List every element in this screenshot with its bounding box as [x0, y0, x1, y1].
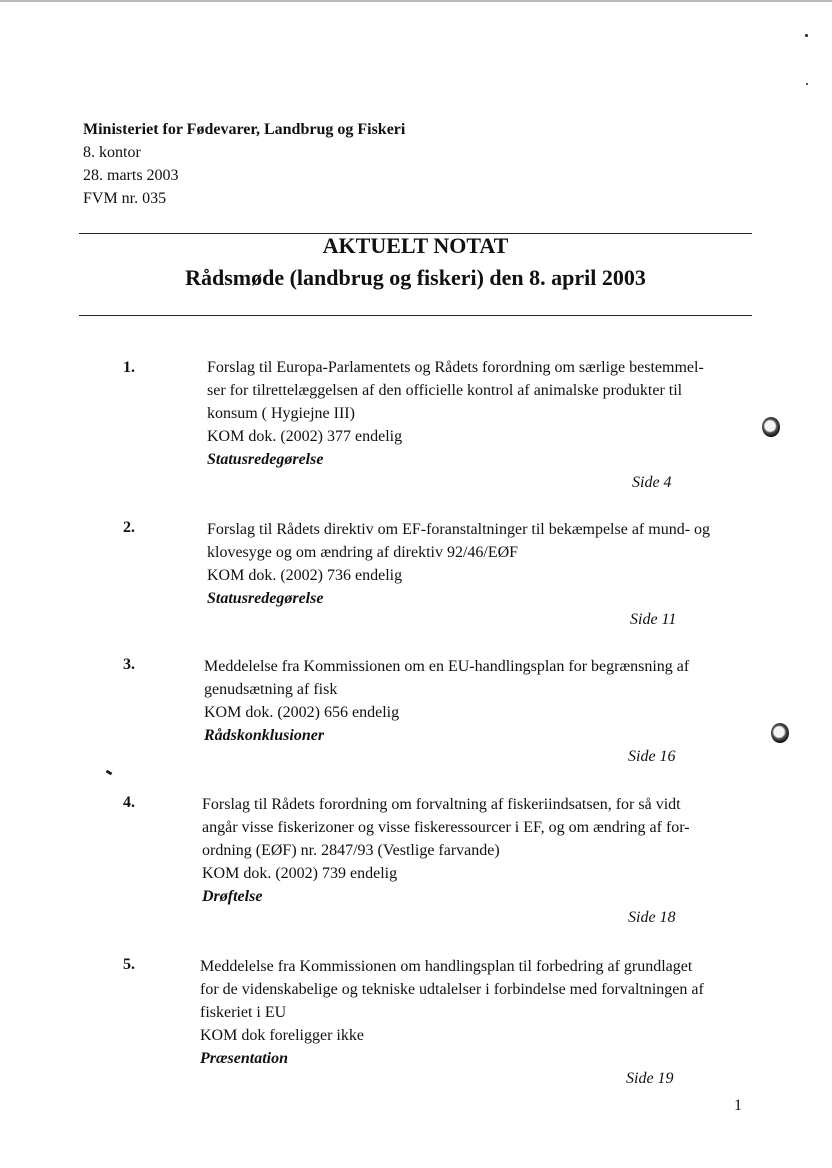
scan-edge [0, 0, 832, 2]
item-line: Meddelelse fra Kommissionen om en EU-handlingsplan for begrænsning af [204, 658, 690, 675]
item-line: ordning (EØF) nr. 2847/93 (Vestlige farvande) [202, 842, 500, 859]
item-body [207, 356, 747, 471]
item-line: angår visse fiskerizoner og visse fiskeressourcer i EF, og om ændring af for- [202, 819, 690, 836]
document-title: AKTUELT NOTAT [322, 233, 509, 258]
item-line: klovesyge og om ændring af direktiv 92/46/EØF [207, 544, 519, 561]
item-body [200, 955, 740, 1070]
item-line: ser for tilrettelæggelsen af den officielle kontrol af animalske produkter til [207, 382, 683, 399]
item-line: Forslag til Europa-Parlamentets og Rådets forordning om særlige bestemmel- [207, 359, 704, 376]
punch-hole-icon [771, 723, 789, 743]
item-type: Drøftelse [202, 888, 263, 905]
item-line: Meddelelse fra Kommissionen om handlingsplan til forbedring af grundlaget [200, 958, 693, 975]
item-type: Præsentation [200, 1050, 289, 1067]
reference-number: FVM nr. 035 [83, 190, 167, 207]
document-date: 28. marts 2003 [83, 167, 179, 184]
item-page-ref: Side 16 [628, 748, 676, 765]
item-line: fiskeriet i EU [200, 1004, 287, 1021]
punch-hole-icon [762, 417, 780, 437]
item-type: Rådskonklusioner [204, 727, 325, 744]
item-line: KOM dok. (2002) 656 endelig [204, 704, 400, 721]
scan-speck [806, 83, 808, 85]
item-page-ref: Side 4 [632, 474, 672, 491]
item-line: konsum ( Hygiejne III) [207, 405, 355, 422]
item-line: KOM dok. (2002) 736 endelig [207, 567, 403, 584]
page-number: 1 [734, 1097, 742, 1114]
bottom-rule [79, 315, 752, 316]
item-number: 2. [123, 519, 135, 536]
item-page-ref: Side 11 [630, 611, 677, 628]
ministry-name: Ministeriet for Fødevarer, Landbrug og Fiskeri [83, 121, 406, 138]
office: 8. kontor [83, 144, 141, 161]
item-line: Forslag til Rådets forordning om forvaltning af fiskeriindsatsen, for så vidt [202, 796, 681, 813]
item-number: 5. [123, 956, 135, 973]
item-number: 4. [123, 794, 135, 811]
item-type: Statusredegørelse [207, 590, 324, 607]
letterhead [83, 118, 405, 210]
item-number: 1. [123, 359, 135, 376]
document-subtitle: Rådsmøde (landbrug og fiskeri) den 8. april 2003 [185, 265, 646, 290]
item-body [202, 793, 742, 908]
item-page-ref: Side 18 [628, 909, 676, 926]
item-line: KOM dok. (2002) 739 endelig [202, 865, 398, 882]
item-line: genudsætning af fisk [204, 681, 338, 698]
item-body [204, 655, 744, 747]
item-type: Statusredegørelse [207, 451, 324, 468]
item-body [207, 518, 747, 610]
item-page-ref: Side 19 [626, 1070, 674, 1087]
item-line: for de videnskabelige og tekniske udtalelser i forbindelse med forvaltningen af [200, 981, 704, 998]
item-line: Forslag til Rådets direktiv om EF-foranstaltninger til bekæmpelse af mund- og [207, 521, 711, 538]
item-number: 3. [123, 656, 135, 673]
item-line: KOM dok. (2002) 377 endelig [207, 428, 403, 445]
item-line: KOM dok foreligger ikke [200, 1027, 364, 1044]
scan-speck [106, 770, 113, 776]
scan-speck [805, 34, 808, 37]
